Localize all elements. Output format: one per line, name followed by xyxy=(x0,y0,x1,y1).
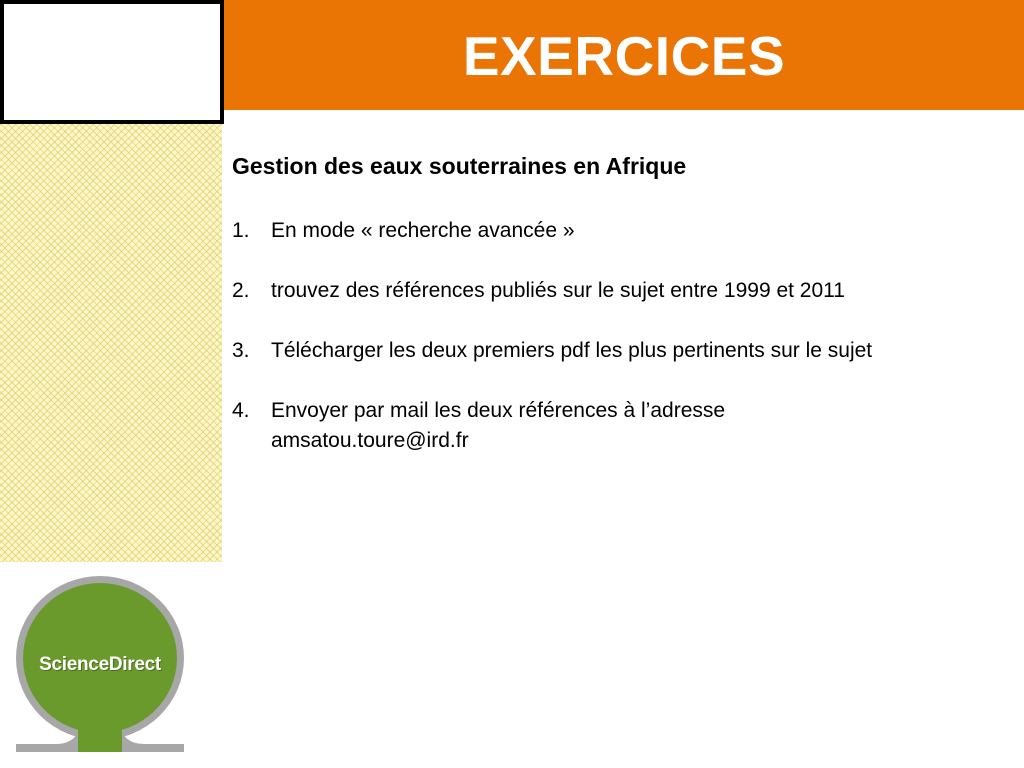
step-item xyxy=(232,276,1022,306)
step-number: 2. xyxy=(232,279,250,302)
email-address: amsatou.toure@ird.fr xyxy=(271,429,469,452)
decorative-pattern xyxy=(0,124,222,562)
step-text: En mode « recherche avancée » xyxy=(271,219,575,242)
step-number: 3. xyxy=(232,339,250,362)
step-text: Envoyer par mail les deux références à l’adresse xyxy=(271,399,726,422)
exercise-subtitle: Gestion des eaux souterraines en Afrique xyxy=(232,153,687,179)
step-item xyxy=(232,216,1022,246)
steps-list xyxy=(232,216,1022,456)
slide-content xyxy=(232,150,1022,486)
step-item xyxy=(232,336,1022,366)
step-number: 1. xyxy=(232,219,250,242)
step-text: Télécharger les deux premiers pdf les plus pertinents sur le sujet xyxy=(271,339,873,362)
logo-text: ScienceDirect xyxy=(39,654,161,675)
corner-box xyxy=(0,0,224,124)
slide-title: EXERCICES xyxy=(462,25,786,87)
step-number: 4. xyxy=(232,399,250,422)
step-text: trouvez des références publiés sur le sujet entre 1999 et 2011 xyxy=(271,279,845,302)
sciencedirect-logo xyxy=(14,574,186,756)
step-item xyxy=(232,396,1022,456)
